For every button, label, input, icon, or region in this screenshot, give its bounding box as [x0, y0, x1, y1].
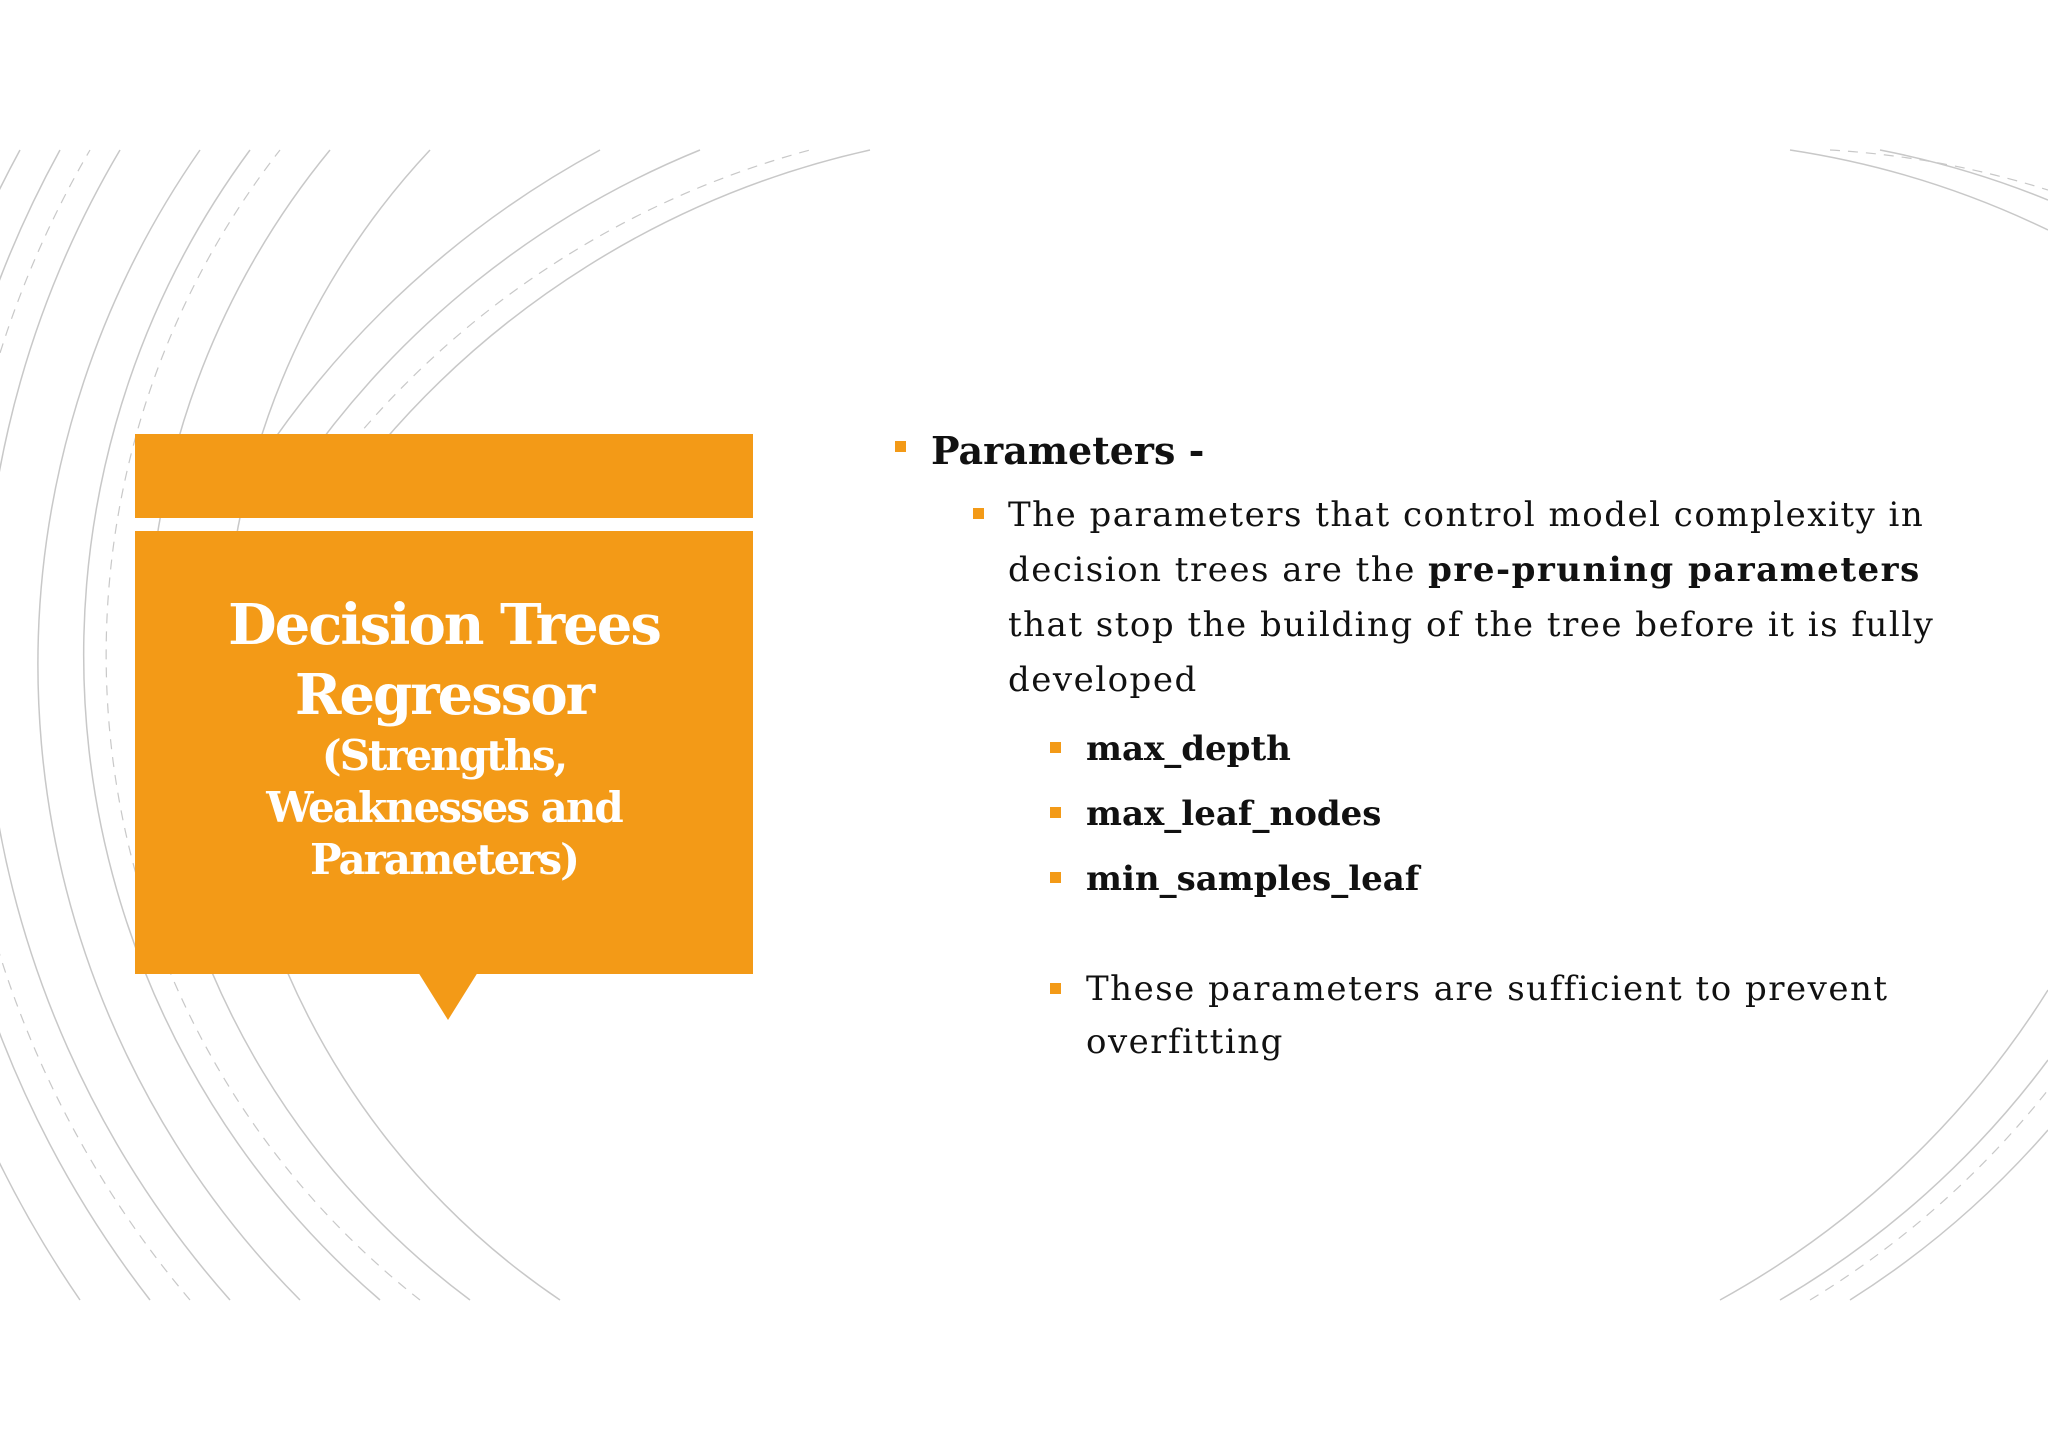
title-main-line2: Regressor: [294, 661, 594, 728]
intro-text-part1: The parameters that control model complexity in decision trees are the: [1008, 495, 1925, 590]
conclusion-text: These parameters are sufficient to prevent overfitting: [1086, 969, 1889, 1062]
title-main-line1: Decision Trees: [228, 591, 660, 658]
intro-text-part2: that stop the building of the tree before it is fully developed: [1008, 605, 1935, 700]
bullet-conclusion: [1050, 963, 1926, 1069]
title-pointer: [418, 972, 478, 1020]
bullet-param-min-samples-leaf: [1050, 855, 1935, 903]
title-box: [135, 531, 753, 974]
square-bullet-icon: [973, 508, 984, 519]
title-accent-bar: [135, 434, 753, 518]
title-subtitle: (Strengths, Weaknesses and Parameters): [266, 730, 622, 884]
bullet-intro: [973, 488, 1938, 708]
param-name: max_depth: [1086, 729, 1291, 769]
bullet-param-max-depth: [1050, 725, 1935, 773]
heading-text: Parameters -: [931, 428, 1205, 473]
bullet-param-max-leaf-nodes: [1050, 790, 1935, 838]
bullet-parameters-heading: [895, 420, 1935, 482]
param-name: min_samples_leaf: [1086, 859, 1420, 899]
intro-text-bold: pre-pruning parameters: [1428, 550, 1921, 590]
square-bullet-icon: [1050, 807, 1061, 818]
content-list: [895, 420, 1935, 1069]
param-name: max_leaf_nodes: [1086, 794, 1382, 834]
square-bullet-icon: [1050, 872, 1061, 883]
square-bullet-icon: [895, 441, 906, 452]
square-bullet-icon: [1050, 983, 1061, 994]
square-bullet-icon: [1050, 742, 1061, 753]
spacer: [895, 903, 1935, 963]
